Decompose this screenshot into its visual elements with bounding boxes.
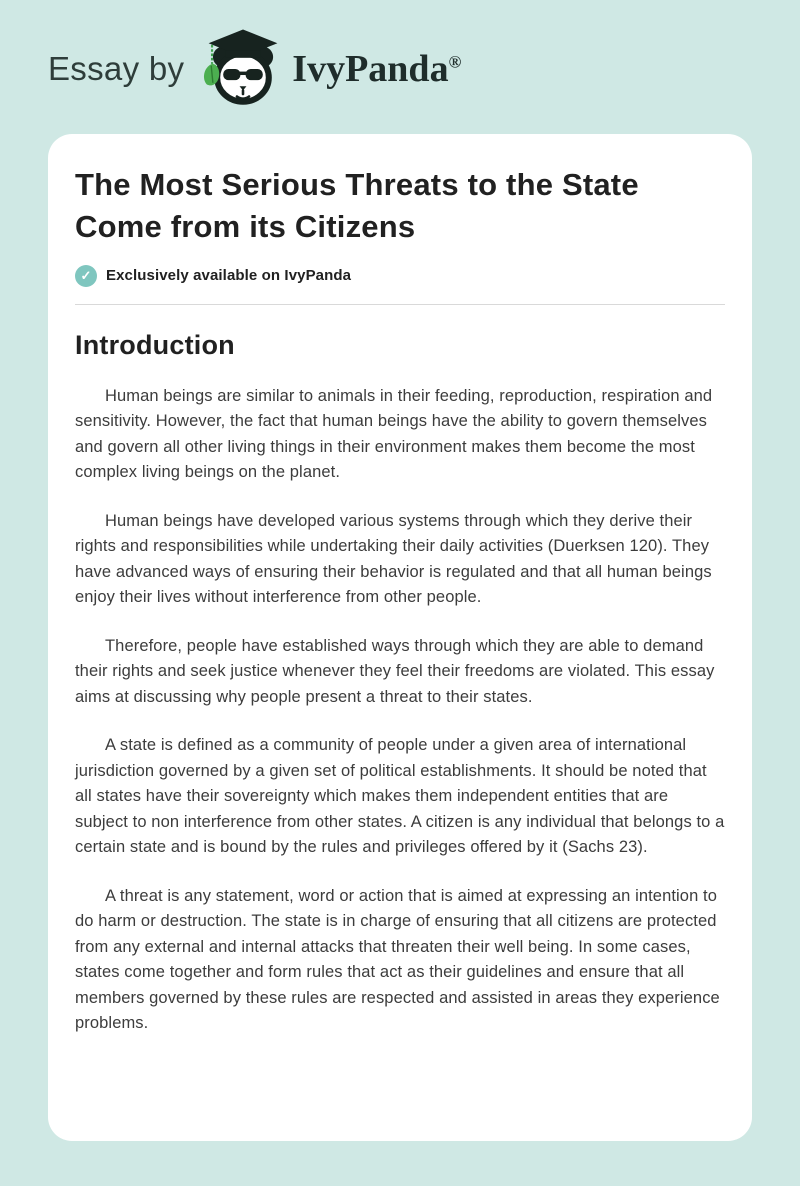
essay-paragraph: A state is defined as a community of people under a given area of international jurisdiction governed by a given set of political establishments. It should be noted that all states have their sovereignty which makes them independent entities that are subject to non interference from other states. A citizen is any individual that belongs to a certain state and is bound by the rules and privileges offered by it (Sachs 23).: [75, 736, 725, 857]
essay-paragraph: Therefore, people have established ways through which they are able to demand their rights and seek justice whenever they feel their freedoms are violated. This essay aims at discussing why people present a threat to their states.: [75, 636, 715, 706]
page-header: [48, 26, 800, 112]
exclusive-badge-label: Exclusively available on IvyPanda: [106, 267, 352, 285]
ivypanda-logo-link[interactable]: [200, 26, 461, 112]
section-heading-introduction: Introduction: [75, 329, 235, 360]
ivypanda-panda-logo-icon: [200, 26, 286, 112]
essay-paragraph: Human beings are similar to animals in their feeding, reproduction, respiration and sensitivity. However, the fact that human beings have the ability to govern themselves and govern all other living things in their environment makes them become the most complex living beings on the planet.: [75, 386, 713, 482]
essay-body: [75, 384, 725, 1037]
exclusive-badge: [75, 265, 725, 287]
essay-title: The Most Serious Threats to the State Come from its Citizens: [75, 167, 639, 244]
brand-wordmark: IvyPanda®: [292, 48, 462, 90]
essay-card: [48, 134, 752, 1141]
essay-paragraph: Human beings have developed various systems through which they derive their rights and responsibilities while undertaking their daily activities (Duerksen 120). They have advanced ways of ensuring their behavior is regulated and that all human beings enjoy their lives without interference from other people.: [75, 511, 712, 607]
essay-by-label: Essay by: [48, 50, 185, 87]
check-icon: ✓: [75, 265, 97, 287]
divider: [75, 304, 725, 305]
essay-paragraph: A threat is any statement, word or action that is aimed at expressing an intention to do harm or destruction. The state is in charge of ensuring that all citizens are protected from any external and internal attacks that threaten their well being. In some cases, states come together and form rules that act as their guidelines and ensure that all members governed by these rules are respected and assisted in areas they experience problems.: [75, 886, 720, 1033]
registered-mark: ®: [448, 52, 462, 72]
